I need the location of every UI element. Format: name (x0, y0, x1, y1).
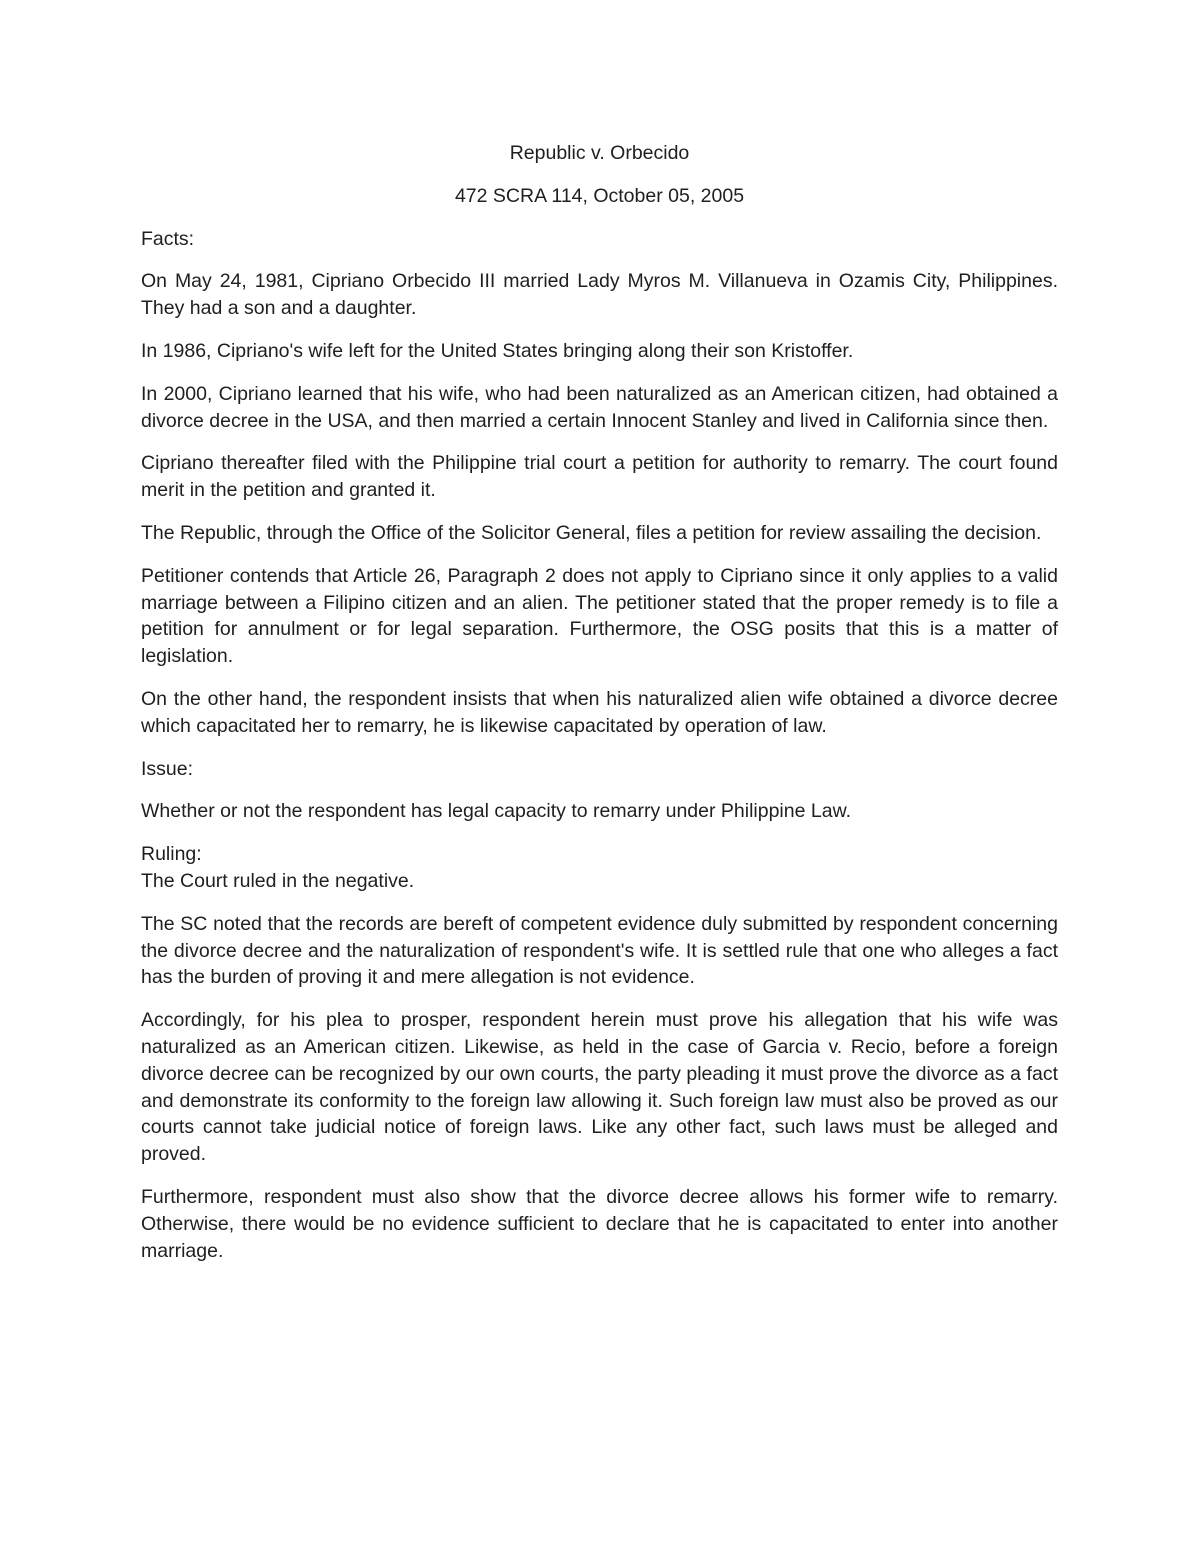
ruling-paragraph: The Court ruled in the negative. (141, 869, 415, 892)
issue-heading: Issue: (141, 757, 194, 780)
case-title: Republic v. Orbecido (509, 142, 690, 164)
case-citation: 472 SCRA 114, October 05, 2005 (454, 184, 745, 207)
facts-paragraph: Cipriano thereafter filed with the Philippine trial court a petition for authority to remarry. The court found merit in the petition and granted it. (141, 452, 1058, 502)
facts-paragraph: Petitioner contends that Article 26, Paragraph 2 does not apply to Cipriano since it only applies to a valid marriage between a Filipino citizen and an alien. The petitioner stated that the proper remedy is to file a petition for annulment or for legal separation. Furthermore, the OSG posits that this is a matter of legislation. (141, 564, 1058, 668)
facts-paragraph: The Republic, through the Office of the Solicitor General, files a petition for review assailing the decision. (141, 521, 1042, 544)
facts-paragraph: On May 24, 1981, Cipriano Orbecido III married Lady Myros M. Villanueva in Ozamis City, Philippines. They had a son and a daughter. (141, 270, 1058, 320)
ruling-heading: Ruling: (141, 843, 202, 866)
facts-paragraph: In 1986, Cipriano's wife left for the United States bringing along their son Kristoffer. (141, 339, 854, 362)
facts-heading: Facts: (141, 227, 195, 250)
ruling-paragraph: The SC noted that the records are bereft of competent evidence duly submitted by respondent concerning the divorce decree and the naturalization of respondent's wife. It is settled rule that one who alleges a fact has the burden of proving it and mere allegation is not evidence. (141, 912, 1058, 989)
ruling-paragraph: Furthermore, respondent must also show that the divorce decree allows his former wife to remarry. Otherwise, there would be no evidence sufficient to declare that he is capacitated to enter into another marriage. (141, 1185, 1058, 1262)
facts-paragraph: On the other hand, the respondent insists that when his naturalized alien wife obtained a divorce decree which capacitated her to remarry, he is likewise capacitated by operation of law. (141, 687, 1058, 737)
issue-paragraph: Whether or not the respondent has legal capacity to remarry under Philippine Law. (141, 800, 851, 823)
document-body (141, 140, 1058, 1280)
facts-paragraph: In 2000, Cipriano learned that his wife, who had been naturalized as an American citizen, had obtained a divorce decree in the USA, and then married a certain Innocent Stanley and lived in California since then. (141, 382, 1058, 432)
ruling-paragraph: Accordingly, for his plea to prosper, respondent herein must prove his allegation that his wife was naturalized as an American citizen. Likewise, as held in the case of Garcia v. Recio, before a foreign divorce decree can be recognized by our own courts, the party pleading it must prove the divorce as a fact and demonstrate its conformity to the foreign law allowing it. Such foreign law must also be proved as our courts cannot take judicial notice of foreign laws. Like any other fact, such laws must be alleged and proved. (141, 1009, 1058, 1166)
